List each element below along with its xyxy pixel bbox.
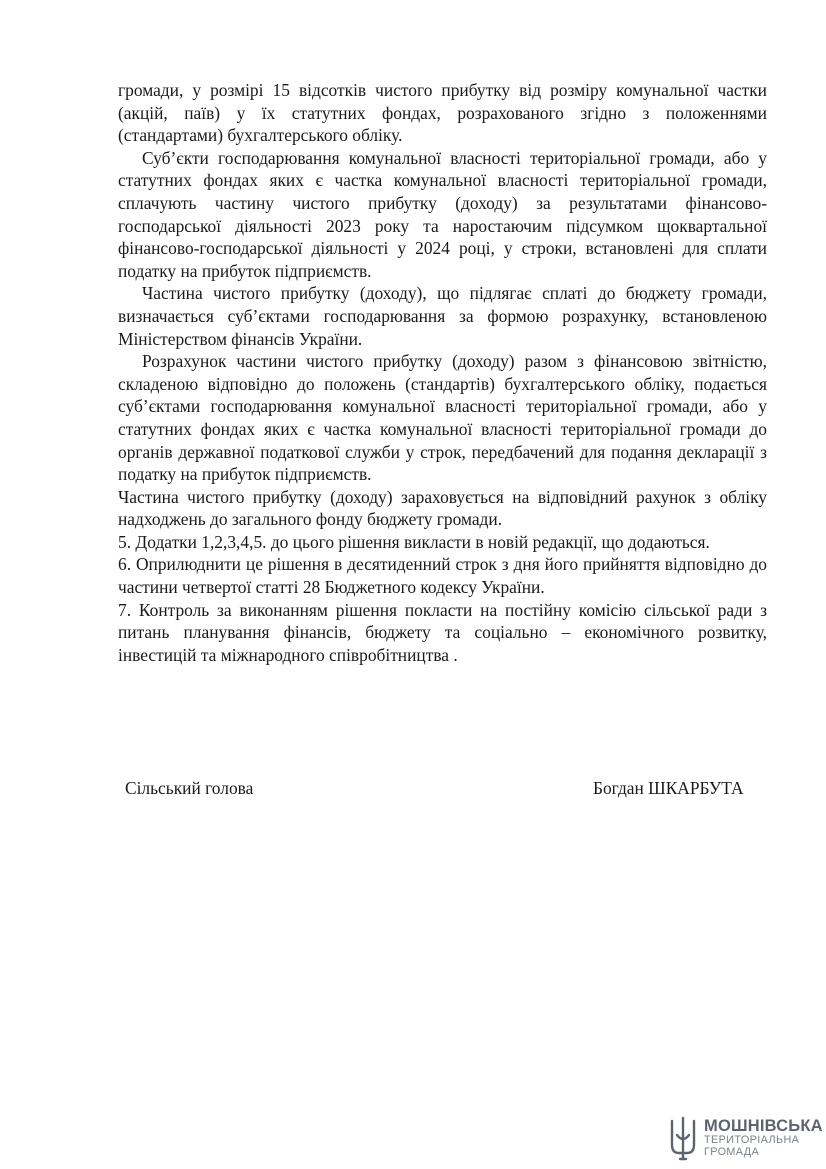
logo-line3: ГРОМАДА [704,1146,760,1159]
item-6-publication: 6. Оприлюднити це рішення в десятиденний строк з дня його прийняття відповідно до частини четвертої статті 28 Бюджетного кодексу України. [118,554,767,598]
paragraph-reporting: Розрахунок частини чистого прибутку (доходу) разом з фінансовою звітністю, складеною відповідно до положень (стандартів) бухгалтерського обліку, подається суб’єктами господарювання комунальної власності територіальної громади, або у статутних фондах яких є частка комунальної власності територіальної громади до органів державної податкової служби у строк, передбачений для подання декларації з податку на прибуток підприємств. [118,351,767,485]
signature-position: Сільський голова [125,778,254,798]
trident-icon [668,1115,698,1161]
paragraph-payment-terms: Суб’єкти господарювання комунальної власності територіальної громади, або у статутних фондах яких є частка комунальної власності територіальної громади, сплачують частину чистого прибутку (доходу) за результатами фінансово-господарської діяльності 2023 року та наростаючим підсумком щоквартальної фінансово-господарської діяльності у 2024 році, у строки, встановлені для сплати податку на прибуток підприємств. [118,147,767,281]
signature-name: Богдан ШКАРБУТА [593,778,744,798]
paragraph-calculation-form: Частина чистого прибутку (доходу), що підлягає сплаті до бюджету громади, визначається суб’єктами господарювання за формою розрахунку, встановленою Міністерством фінансів України. [118,283,767,349]
logo-line2: ТЕРИТОРІАЛЬНА [704,1134,800,1147]
logo-name: МОШНІВСЬКА [704,1116,823,1135]
paragraph-continuation: громади, у розмірі 15 відсотків чистого прибутку від розміру комунальної частки (акцій, паїв) у їх статутних фондах, розрахованого згідно з положеннями (стандартами) бухгалтерського обліку. [118,80,767,146]
logo-text [704,1118,823,1158]
item-7-control: 7. Контроль за виконанням рішення покласти на постійну комісію сільської ради з питань планування фінансів, бюджету та соціально – економічного розвитку, інвестицій та міжнародного співробітництва . [118,599,767,665]
community-logo [668,1115,823,1161]
document-body [118,79,767,666]
paragraph-crediting: Частина чистого прибутку (доходу) зараховується на відповідний рахунок з обліку надходжень до загального фонду бюджету громади. [118,486,767,530]
item-5-appendices: 5. Додатки 1,2,3,4,5. до цього рішення викласти в новій редакції, що додаються. [118,531,710,552]
